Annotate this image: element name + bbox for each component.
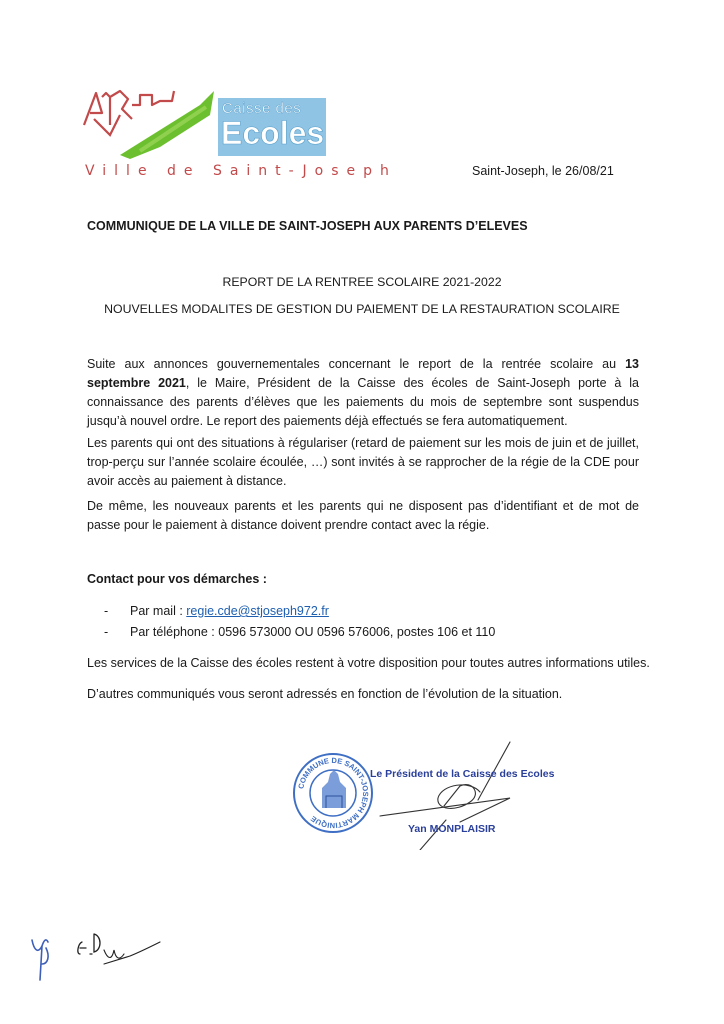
logo-line1: Caisse des [222, 100, 302, 117]
paragraph-1-date: 13 septembre 2021 [87, 357, 639, 390]
handwritten-initials [20, 920, 170, 990]
contact-list [104, 601, 495, 643]
paragraph-1-end: , le Maire, Président de la Caisse des écoles de Saint-Joseph porte à la connaissance des parents d’élèves que les paiements du mois de septembre sont suspendus jusqu’à nouvel ordre. Le report des paiements déjà effectués se fera automatiquement. [87, 376, 639, 428]
list-dash: - [104, 604, 109, 618]
paragraph-1-start: Suite aux annonces gouvernementales concernant le report de la rentrée scolaire au [87, 357, 626, 371]
contact-phone-item [104, 622, 495, 643]
closing-line-2: D’autres communiqués vous seront adressés en fonction de l’évolution de la situation. [87, 687, 563, 701]
logo-line2: Ecoles [221, 115, 325, 151]
paragraph-1 [87, 355, 639, 431]
paragraph-2: Les parents qui ont des situations à régulariser (retard de paiement sur les mois de juin et de juillet, trop-perçu sur l’année scolaire écoulée, …) sont invités à se rapprocher de la régie de la CDE pour avoir accès au paiement à distance. [87, 436, 639, 488]
closing-line-1: Les services de la Caisse des écoles restent à votre disposition pour toutes autres informations utiles. [87, 656, 650, 670]
contact-mail-item [104, 601, 495, 622]
subtitle-modalites: NOUVELLES MODALITES DE GESTION DU PAIEMENT DE LA RESTAURATION SCOLAIRE [104, 302, 620, 316]
paragraph-3: De même, les nouveaux parents et les parents qui ne disposent pas d’identifiant et de mot de passe pour le paiement à distance doivent prendre contact avec la régie. [87, 499, 639, 532]
caisse-des-ecoles-logo [80, 85, 397, 185]
logo-blue-box [218, 98, 326, 156]
contact-mail-label: Par mail : [130, 604, 187, 618]
signature-role: Le Président de la Caisse des Ecoles [370, 768, 555, 780]
contact-mail-link[interactable]: regie.cde@stjoseph972.fr [186, 604, 329, 618]
contact-phone: Par téléphone : 0596 573000 OU 0596 576006, postes 106 et 110 [130, 625, 496, 639]
stamp-text: COMMUNE DE SAINT-JOSEPH MARTINIQUE [296, 755, 371, 831]
signature-name: Yan MONPLAISIR [408, 823, 496, 835]
contact-heading: Contact pour vos démarches : [87, 572, 267, 586]
list-dash: - [104, 625, 109, 639]
document-date: Saint-Joseph, le 26/08/21 [472, 164, 614, 178]
ville-label: Ville de Saint-Joseph [85, 163, 397, 179]
document-title: COMMUNIQUE DE LA VILLE DE SAINT-JOSEPH AUX PARENTS D’ELEVES [87, 219, 528, 233]
subtitle-report: REPORT DE LA RENTREE SCOLAIRE 2021-2022 [222, 275, 502, 289]
